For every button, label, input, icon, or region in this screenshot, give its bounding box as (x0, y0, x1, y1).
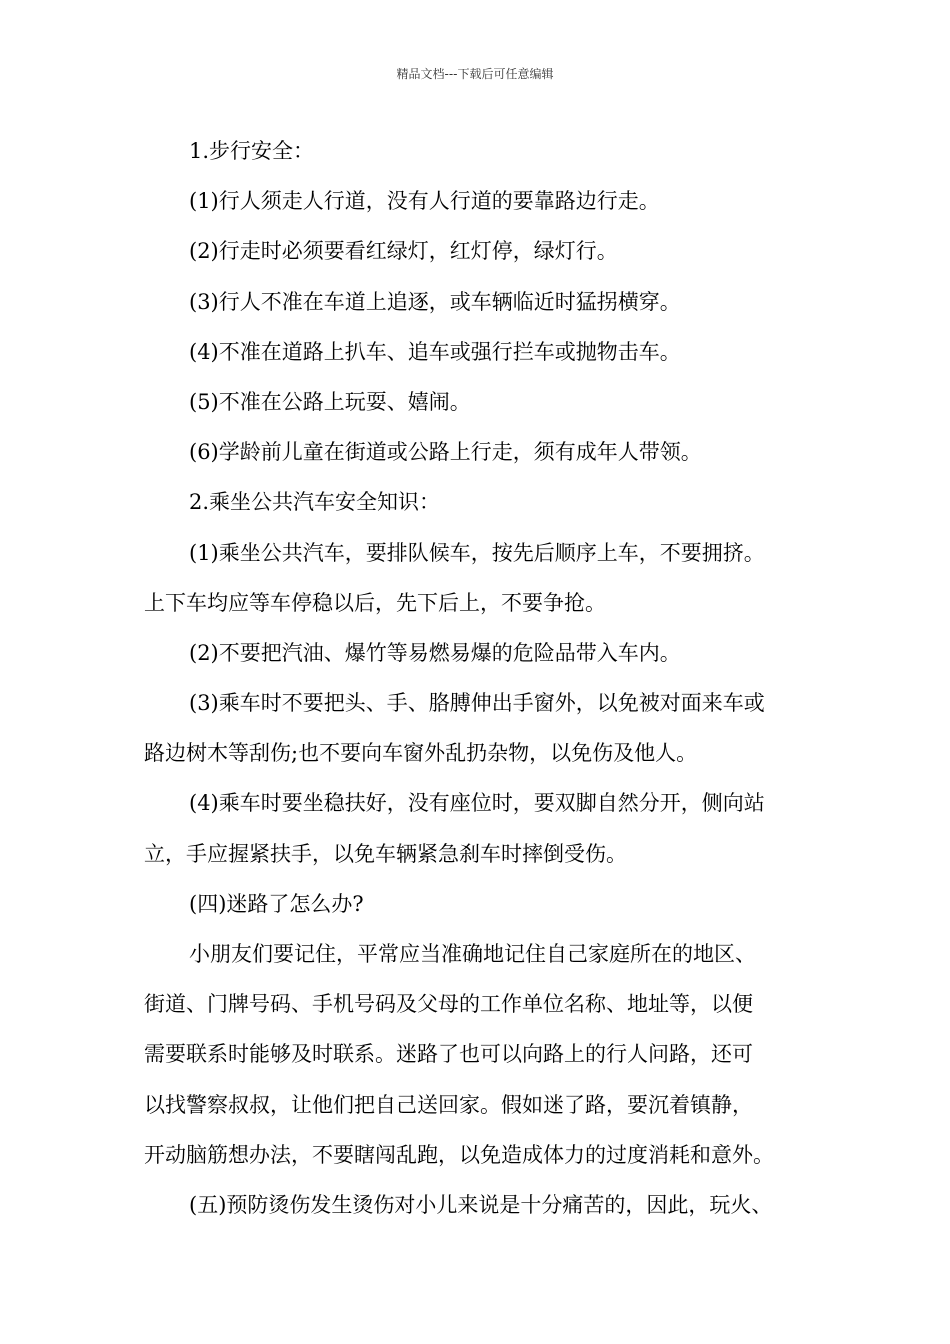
document-body (144, 126, 834, 1230)
paragraph-line: (4)不准在道路上扒车、追车或强行拦车或抛物击车。 (189, 339, 681, 364)
paragraph-line: (1)乘坐公共汽车，要排队候车，按先后顺序上车，不要拥挤。 (189, 540, 765, 565)
paragraph-line: (1)行人须走人行道，没有人行道的要靠路边行走。 (189, 189, 660, 214)
paragraph-line: (2)行走时必须要看红绿灯，红灯停，绿灯行。 (189, 239, 618, 264)
paragraph-line: 以找警察叔叔，让他们把自己送回家。假如迷了路，要沉着镇静， (144, 1092, 753, 1117)
paragraph-line: (5)不准在公路上玩耍、嬉闹。 (189, 389, 471, 414)
paragraph-line: (五)预防烫伤发生烫伤对小儿来说是十分痛苦的，因此，玩火、 (189, 1192, 773, 1217)
paragraph-line: 路边树木等刮伤;也不要向车窗外乱扔杂物，以免伤及他人。 (144, 741, 698, 766)
paragraph-line: 上下车均应等车停稳以后，先下后上，不要争抢。 (144, 590, 606, 615)
page-header: 精品文档---下载后可任意编辑 (396, 67, 554, 81)
paragraph-line: 开动脑筋想办法，不要瞎闯乱跑，以免造成体力的过度消耗和意外。 (144, 1142, 774, 1167)
paragraph-line: (四)迷路了怎么办? (189, 891, 364, 916)
paragraph-line: 街道、门牌号码、手机号码及父母的工作单位名称、地址等，以便 (144, 992, 753, 1017)
paragraph-line: 2.乘坐公共汽车安全知识： (189, 490, 441, 515)
paragraph-line: (3)乘车时不要把头、手、胳膊伸出手窗外，以免被对面来车或 (189, 691, 765, 716)
paragraph-line: 立，手应握紧扶手，以免车辆紧急刹车时摔倒受伤。 (144, 841, 627, 866)
paragraph-line: (3)行人不准在车道上追逐，或车辆临近时猛拐横穿。 (189, 289, 681, 314)
paragraph-line: 需要联系时能够及时联系。迷路了也可以向路上的行人问路，还可 (144, 1042, 753, 1067)
paragraph-line: 小朋友们要记住，平常应当准确地记住自己家庭所在的地区、 (189, 942, 756, 966)
paragraph-line: (2)不要把汽油、爆竹等易燃易爆的危险品带入车内。 (189, 640, 681, 665)
paragraph-line: (4)乘车时要坐稳扶好，没有座位时，要双脚自然分开，侧向站 (189, 791, 765, 816)
paragraph-line: (6)学龄前儿童在街道或公路上行走，须有成年人带领。 (189, 440, 702, 465)
paragraph-line: 1.步行安全： (189, 139, 315, 163)
